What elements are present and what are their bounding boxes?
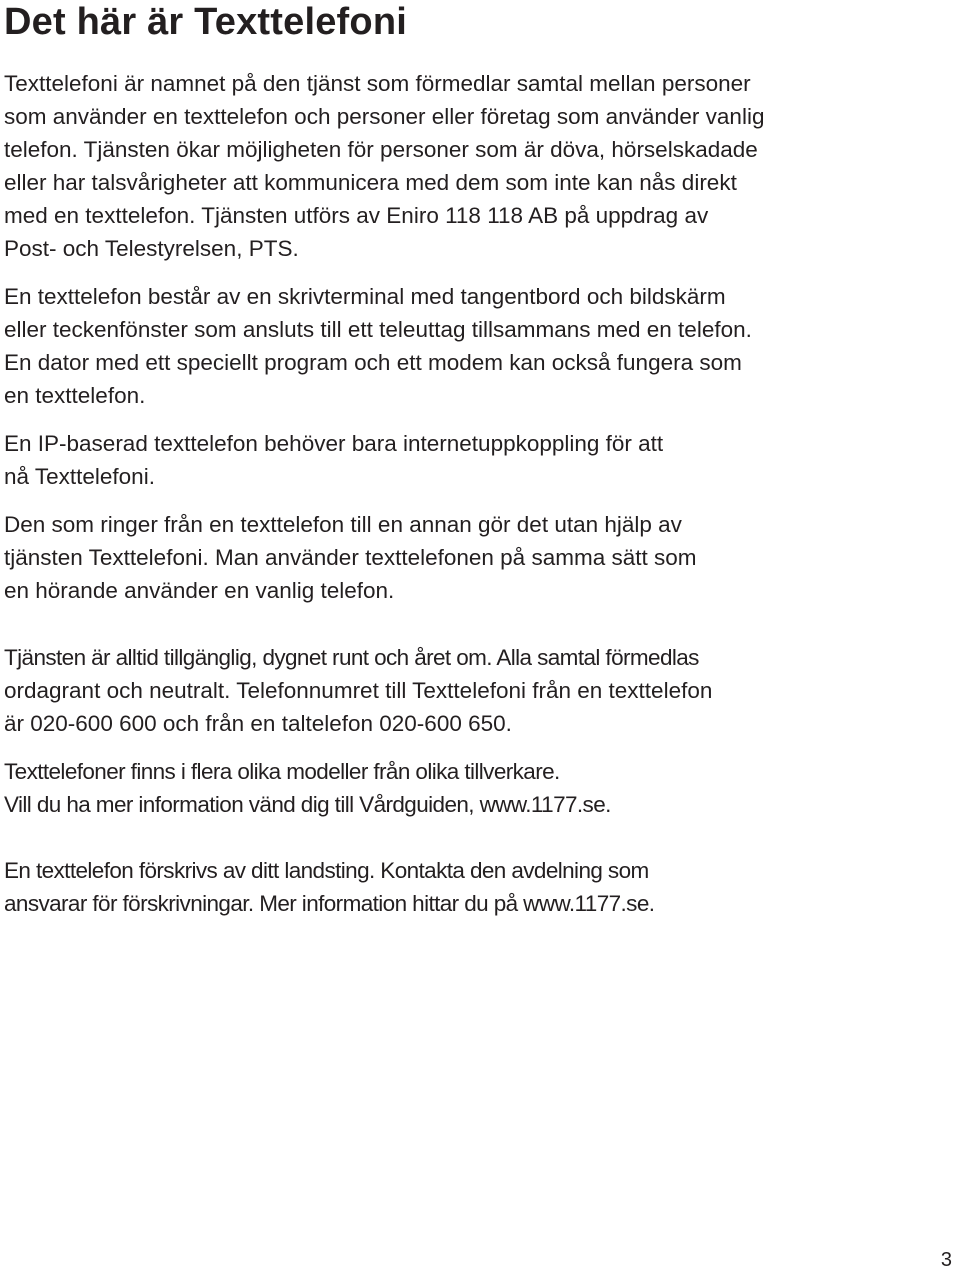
paragraph-models — [4, 755, 611, 821]
paragraph-line: telefon. Tjänsten ökar möjligheten för personer som är döva, hörselskadade — [4, 137, 758, 162]
paragraph-line: tjänsten Texttelefoni. Man använder texttelefonen på samma sätt som — [4, 545, 697, 570]
paragraph-line: en hörande använder en vanlig telefon. — [4, 578, 395, 603]
paragraph-line: eller har talsvårigheter att kommunicera med dem som inte kan nås direkt — [4, 170, 737, 195]
paragraph-intro — [4, 67, 764, 265]
paragraph-line: är 020-600 600 och från en taltelefon 020-600 650. — [4, 711, 512, 736]
paragraph-line: En texttelefon förskrivs av ditt landsting. Kontakta den avdelning som — [4, 858, 649, 883]
paragraph-ip — [4, 427, 663, 493]
paragraph-line: En IP-baserad texttelefon behöver bara internetuppkoppling för att — [4, 431, 664, 456]
paragraph-availability — [4, 641, 712, 740]
paragraph-line: En texttelefon består av en skrivterminal med tangentbord och bildskärm — [4, 284, 726, 309]
page-number: 3 — [940, 1249, 952, 1271]
paragraph-line: nå Texttelefoni. — [4, 464, 155, 489]
paragraph-texttelefon — [4, 280, 752, 412]
paragraph-line: ordagrant och neutralt. Telefonnumret till Texttelefoni från en texttelefon — [4, 678, 713, 703]
paragraph-direct-call — [4, 508, 696, 607]
paragraph-line: Post- och Telestyrelsen, PTS. — [4, 236, 299, 261]
paragraph-line: Tjänsten är alltid tillgänglig, dygnet runt och året om. Alla samtal förmedlas — [4, 645, 699, 670]
paragraph-line: som använder en texttelefon och personer eller företag som använder vanlig — [4, 104, 765, 129]
page-title: Det här är Texttelefoni — [4, 1, 407, 43]
paragraph-line: Den som ringer från en texttelefon till en annan gör det utan hjälp av — [4, 512, 682, 537]
paragraph-line: Vill du ha mer information vänd dig till Vårdguiden, www.1177.se. — [4, 792, 611, 817]
paragraph-line: Texttelefoni är namnet på den tjänst som förmedlar samtal mellan personer — [4, 71, 751, 96]
paragraph-line: Texttelefoner finns i flera olika modeller från olika tillverkare. — [4, 759, 560, 784]
paragraph-line: en texttelefon. — [4, 383, 146, 408]
paragraph-prescription — [4, 854, 654, 920]
paragraph-line: En dator med ett speciellt program och ett modem kan också fungera som — [4, 350, 742, 375]
paragraph-line: med en texttelefon. Tjänsten utförs av Eniro 118 118 AB på uppdrag av — [4, 203, 709, 228]
paragraph-line: eller teckenfönster som ansluts till ett teleuttag tillsammans med en telefon. — [4, 317, 752, 342]
paragraph-line: ansvarar för förskrivningar. Mer information hittar du på www.1177.se. — [4, 891, 655, 916]
